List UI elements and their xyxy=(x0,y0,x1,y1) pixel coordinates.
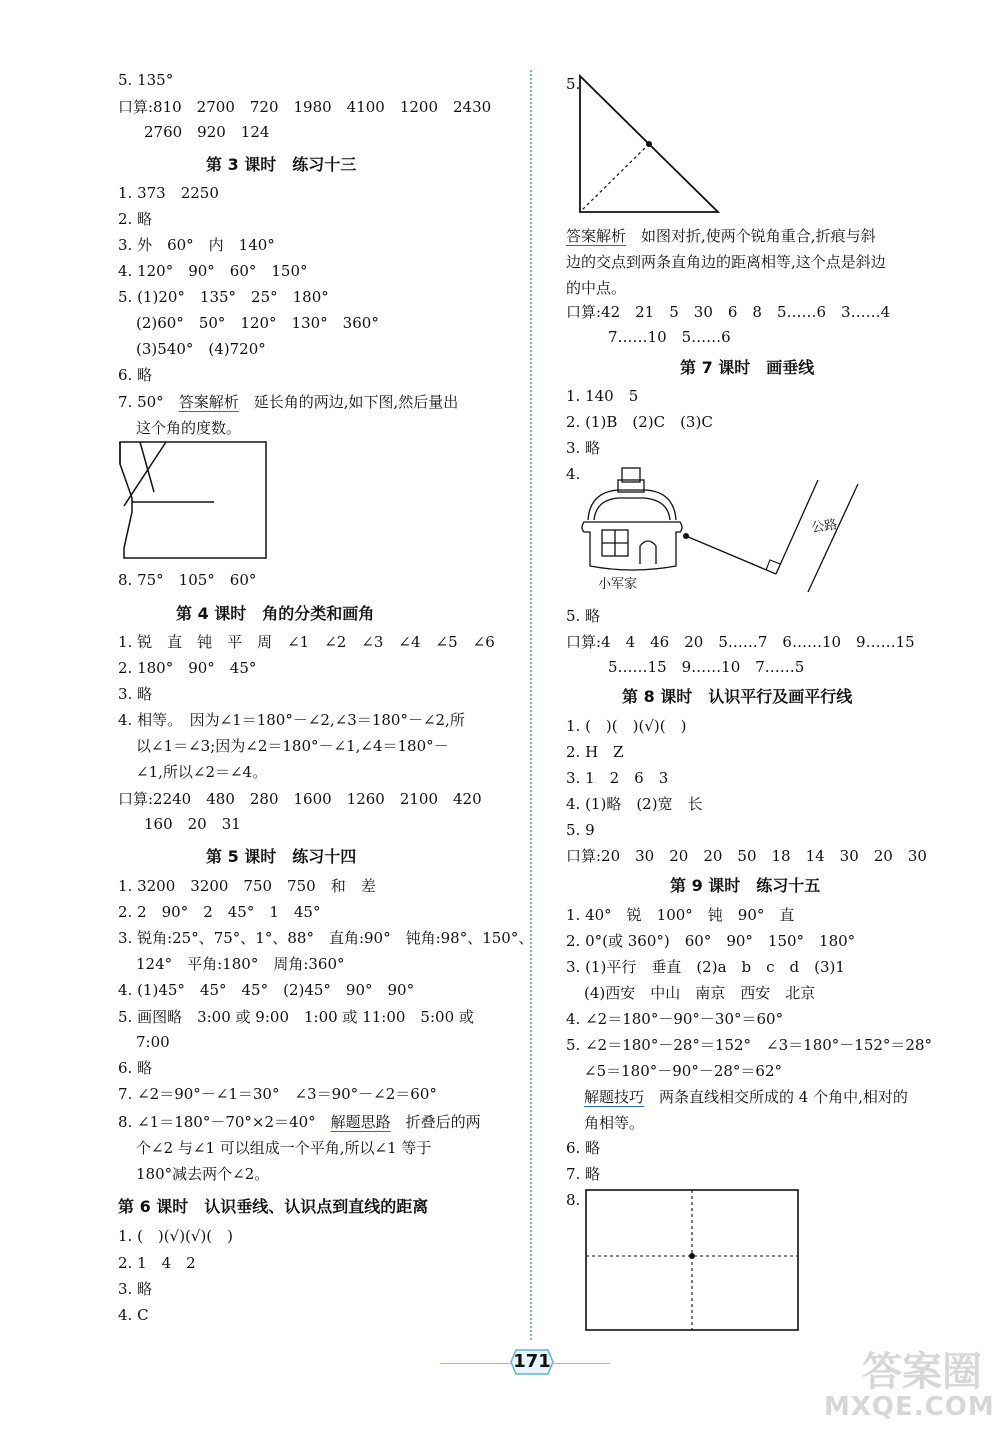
extended-angle-figure xyxy=(118,440,278,566)
answer-line: 4. (1)45° 45° 45° (2)45° 90° 90° xyxy=(118,981,415,999)
answer-line: (3)540° (4)720° xyxy=(136,340,266,358)
answer-line: 3. 外 60° 内 140° xyxy=(118,236,275,254)
answer-line: 2. 0°(或 360°) 60° 90° 150° 180° xyxy=(566,932,856,950)
answer-line: 6. 略 xyxy=(118,1059,153,1077)
lesson-heading: 第 5 课时 练习十四 xyxy=(206,847,357,866)
answer-line: 1. 锐 直 钝 平 周 ∠1 ∠2 ∠3 ∠4 ∠5 ∠6 xyxy=(118,633,495,651)
mental-math-row: 口算:4 4 46 20 5……7 6……10 9……15 xyxy=(566,633,915,651)
mental-math-row: 5……15 9……10 7……5 xyxy=(608,658,805,676)
answer-line: 角相等。 xyxy=(584,1114,645,1132)
answer-line: 1. ( )(√)(√)( ) xyxy=(118,1227,234,1245)
footer-rule-right xyxy=(554,1363,610,1364)
answer-text: 如图对折,使两个锐角重合,折痕与斜 xyxy=(641,227,876,245)
answer-analysis-tag: 答案解析 xyxy=(178,393,239,411)
answer-number: 8. xyxy=(566,1191,581,1209)
answer-line: 1. 40° 锐 100° 钝 90° 直 xyxy=(566,906,795,924)
answer-line: 3. 略 xyxy=(118,685,153,703)
answer-line: 5. 略 xyxy=(566,607,601,625)
answer-text: 延长角的两边,如下图,然后量出 xyxy=(253,393,459,411)
answer-line: 2. 略 xyxy=(118,210,153,228)
lesson-heading: 第 3 课时 练习十三 xyxy=(206,155,357,174)
answer-line: (4)西安 中山 南京 西安 北京 xyxy=(584,984,816,1002)
mental-math-row: 7……10 5……6 xyxy=(608,328,731,346)
answer-line: ∠1,所以∠2＝∠4。 xyxy=(136,763,268,781)
answer-line: 180°减去两个∠2。 xyxy=(136,1165,270,1183)
answer-line: 3. 1 2 6 3 xyxy=(566,769,669,787)
mental-math-row: 口算:2240 480 280 1600 1260 2100 420 xyxy=(118,790,482,808)
mental-math-row: 口算:42 21 5 30 6 8 5……6 3……4 xyxy=(566,303,891,321)
watermark-logo: 答案圈 xyxy=(862,1349,982,1395)
mental-math-row: 160 20 31 xyxy=(144,815,241,833)
answer-line xyxy=(118,392,458,412)
footer-rule-left xyxy=(440,1363,510,1364)
answer-line: 6. 略 xyxy=(566,1139,601,1157)
answer-line: (2)60° 50° 120° 130° 360° xyxy=(136,314,379,332)
column-divider xyxy=(530,70,532,1340)
answer-text: 折叠后的两 xyxy=(405,1113,481,1131)
answer-line xyxy=(118,1112,481,1132)
lesson-heading: 第 4 课时 角的分类和画角 xyxy=(176,604,375,623)
solution-tip-tag: 解题技巧 xyxy=(584,1088,645,1106)
answer-line: ∠5＝180°－90°－28°＝62° xyxy=(584,1062,783,1080)
answer-line: 3. (1)平行 垂直 (2)a b c d (3)1 xyxy=(566,958,845,976)
answer-line: 边的交点到两条直角边的距离相等,这个点是斜边 xyxy=(566,253,886,271)
house-icon xyxy=(582,468,682,570)
answer-line: 2. 180° 90° 45° xyxy=(118,659,257,677)
mental-math-row: 口算:20 30 20 20 50 18 14 30 20 30 xyxy=(566,847,927,865)
answer-line: 3. 略 xyxy=(566,439,601,457)
answer-line: 4. C xyxy=(118,1306,149,1324)
page-number-text: 171 xyxy=(513,1351,551,1372)
answer-line xyxy=(584,1087,908,1107)
answer-line: 以∠1＝∠3;因为∠2＝180°－∠1,∠4＝180°－ xyxy=(136,737,449,755)
answer-line: 6. 略 xyxy=(118,366,153,384)
answer-line: 8. 75° 105° 60° xyxy=(118,571,257,589)
answer-line: 5. 画图略 3:00 或 9:00 1:00 或 11:00 5:00 或 xyxy=(118,1008,474,1026)
folded-triangle-figure xyxy=(578,74,724,216)
answer-line: 个∠2 与∠1 可以组成一个平角,所以∠1 等于 xyxy=(136,1139,432,1157)
lesson-heading: 第 9 课时 练习十五 xyxy=(670,876,821,895)
answer-line: 3. 锐角:25°、75°、1°、88° 直角:90° 钝角:98°、150°、 xyxy=(118,929,534,947)
answer-line xyxy=(566,226,876,246)
solution-idea-tag: 解题思路 xyxy=(330,1113,391,1131)
answer-line: 2. 1 4 2 xyxy=(118,1254,196,1272)
answer-line: 4. (1)略 (2)宽 长 xyxy=(566,795,703,813)
answer-line: 5. ∠2＝180°－28°＝152° ∠3＝180°－152°＝28° xyxy=(566,1036,932,1054)
watermark-url: MXQE.COM xyxy=(824,1392,995,1422)
rectangle-fold-figure xyxy=(584,1188,802,1334)
answer-number: 7. 50° xyxy=(118,393,164,411)
road-label: 公路 xyxy=(810,517,839,536)
answer-line: 3. 略 xyxy=(118,1280,153,1298)
answer-number: 4. xyxy=(566,465,581,483)
answer-line: 2. 2 90° 2 45° 1 45° xyxy=(118,903,321,921)
lesson-heading: 第 6 课时 认识垂线、认识点到直线的距离 xyxy=(118,1197,429,1216)
answer-analysis-tag: 答案解析 xyxy=(566,227,627,245)
answer-line: 5. 9 xyxy=(566,821,595,839)
answer-line: 2. (1)B (2)C (3)C xyxy=(566,413,713,431)
answer-line: 4. 120° 90° 60° 150° xyxy=(118,262,308,280)
answer-number: 8. ∠1＝180°－70°×2＝40° xyxy=(118,1113,316,1131)
answer-line: 7. ∠2＝90°－∠1＝30° ∠3＝90°－∠2＝60° xyxy=(118,1085,437,1103)
lesson-heading: 第 7 课时 画垂线 xyxy=(680,358,815,377)
answer-line: 1. 3200 3200 750 750 和 差 xyxy=(118,877,376,895)
answer-line: 的中点。 xyxy=(566,279,627,297)
mental-math-row: 2760 920 124 xyxy=(144,123,270,141)
mental-math-row: 口算:810 2700 720 1980 4100 1200 2430 xyxy=(118,98,492,116)
page-number xyxy=(510,1348,554,1376)
answer-line: 7. 略 xyxy=(566,1165,601,1183)
answer-line: 2. H Z xyxy=(566,743,624,761)
answer-line: 这个角的度数。 xyxy=(136,419,242,437)
answer-line: 1. ( )( )(√)( ) xyxy=(566,717,687,735)
answer-number: 5. xyxy=(566,75,581,93)
answer-line: 4. ∠2＝180°－90°－30°＝60° xyxy=(566,1010,784,1028)
house-road-figure xyxy=(576,466,866,592)
answer-text: 两条直线相交所成的 4 个角中,相对的 xyxy=(659,1088,908,1106)
answer-line: 5. (1)20° 135° 25° 180° xyxy=(118,288,329,306)
answer-line: 1. 140 5 xyxy=(566,387,639,405)
answer-5: 5. 135° xyxy=(118,71,174,89)
lesson-heading: 第 8 课时 认识平行及画平行线 xyxy=(622,687,853,706)
answer-line: 7:00 xyxy=(136,1033,170,1051)
answer-line: 1. 373 2250 xyxy=(118,184,219,202)
answer-line: 124° 平角:180° 周角:360° xyxy=(136,955,345,973)
answer-line: 4. 相等。 因为∠1＝180°－∠2,∠3＝180°－∠2,所 xyxy=(118,711,465,729)
home-label: 小军家 xyxy=(598,577,638,592)
